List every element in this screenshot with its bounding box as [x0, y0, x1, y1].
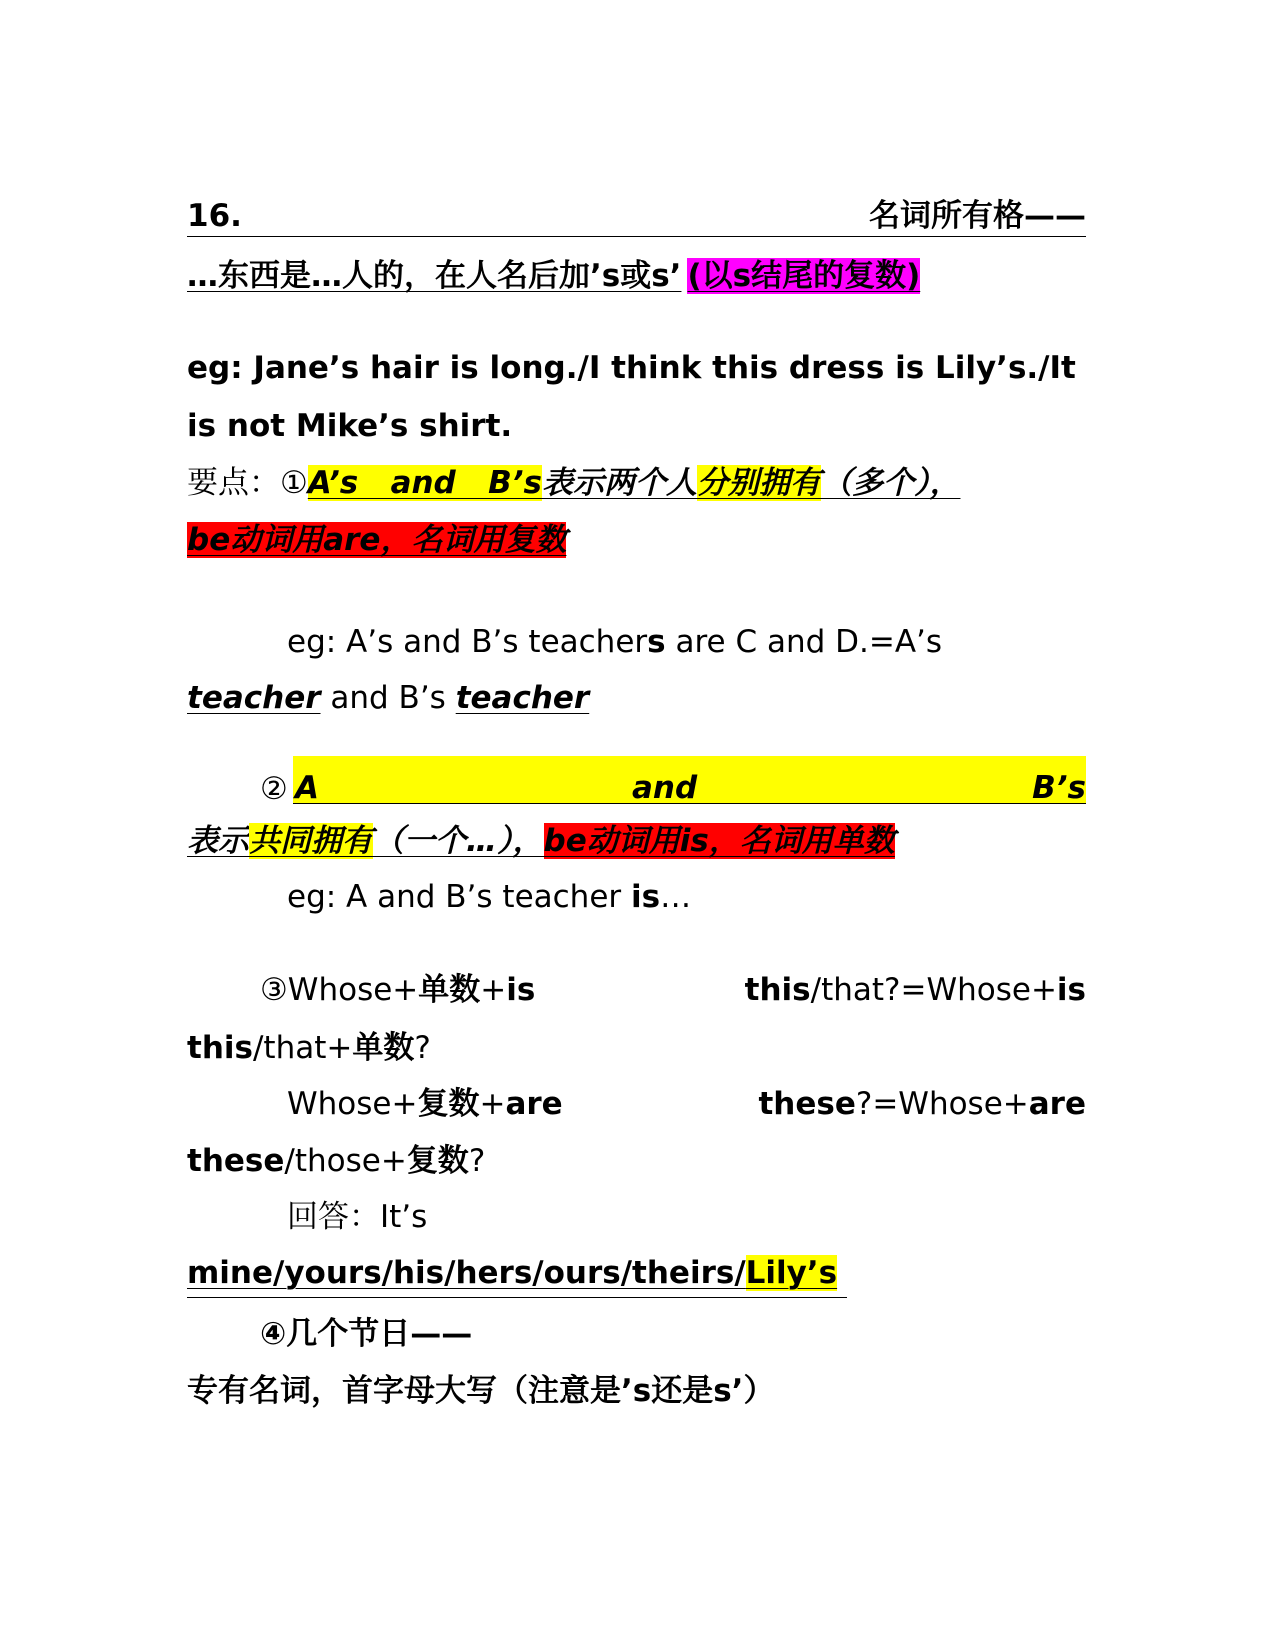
point-2-number: ②	[260, 771, 288, 807]
example-1-line-1: eg: Jane’s hair is long./I think this dress is Lily’s./It	[187, 350, 1076, 386]
heading-underline	[187, 236, 1086, 237]
point-1-note: （多个），	[820, 465, 961, 501]
section-heading	[187, 192, 1086, 240]
lilys-highlight: Lily’s	[745, 1255, 838, 1291]
heading-rule-line	[187, 252, 920, 300]
point-1-text: 表示两个人	[541, 465, 697, 501]
point-2-rule-red: be动词用is，名词用单数	[543, 823, 895, 859]
point-1-example-line-1	[187, 618, 1086, 666]
point-4-text: 专有名词，首字母大写（注意是’s还是s’）	[187, 1373, 775, 1409]
point-1-line-2	[187, 516, 566, 564]
section-title: 名词所有格——	[869, 198, 1086, 234]
section-number: 16.	[187, 198, 242, 234]
point-3-row-1: ③Whose+单数+is this/that?=Whose+is	[260, 972, 1086, 1008]
point-2-line-2: 表示共同拥有（一个…），be动词用is，名词用单数	[187, 823, 895, 859]
point-1-example-line-2: teacher and B’s teacher	[187, 680, 590, 716]
point-4-title: ④几个节日——	[260, 1316, 473, 1352]
example-1-line-2: is not Mike’s shirt.	[187, 408, 513, 444]
point-2-underline	[293, 803, 1086, 804]
answer-underline	[187, 1297, 847, 1298]
joint-ownership-highlight: 共同拥有	[249, 823, 373, 859]
teacher-underlined-2: teacher	[455, 680, 590, 716]
point-1-line-1	[187, 459, 960, 507]
rule-text: …东西是…人的，在人名后加’s或s’	[187, 258, 682, 294]
point-1-subject-highlight: A’s and B’s	[307, 465, 542, 501]
plural-note-highlight: (以s结尾的复数)	[687, 258, 921, 294]
point-1-label: 要点：①	[187, 465, 308, 501]
separate-ownership-highlight: 分别拥有	[696, 465, 821, 501]
point-3-row-4: these/those+复数?	[187, 1143, 486, 1179]
point-1-rule-red: be动词用are，名词用复数	[187, 522, 567, 558]
point-3-row-3: Whose+复数+are these?=Whose+are	[287, 1086, 1086, 1122]
answer-pronouns: mine/yours/his/hers/ours/theirs/Lily’s	[187, 1255, 838, 1291]
teacher-underlined-1: teacher	[187, 680, 321, 716]
point-3-row-2: this/that+单数?	[187, 1030, 431, 1066]
point-2-example: eg: A and B’s teacher is…	[287, 879, 692, 915]
answer-label: 回答：It’s	[287, 1199, 428, 1235]
point-2-subject-highlight: A and B’s	[293, 756, 1086, 804]
example-text-a: eg: A’s and B’s teachers are C and D.=A’s	[287, 624, 943, 660]
